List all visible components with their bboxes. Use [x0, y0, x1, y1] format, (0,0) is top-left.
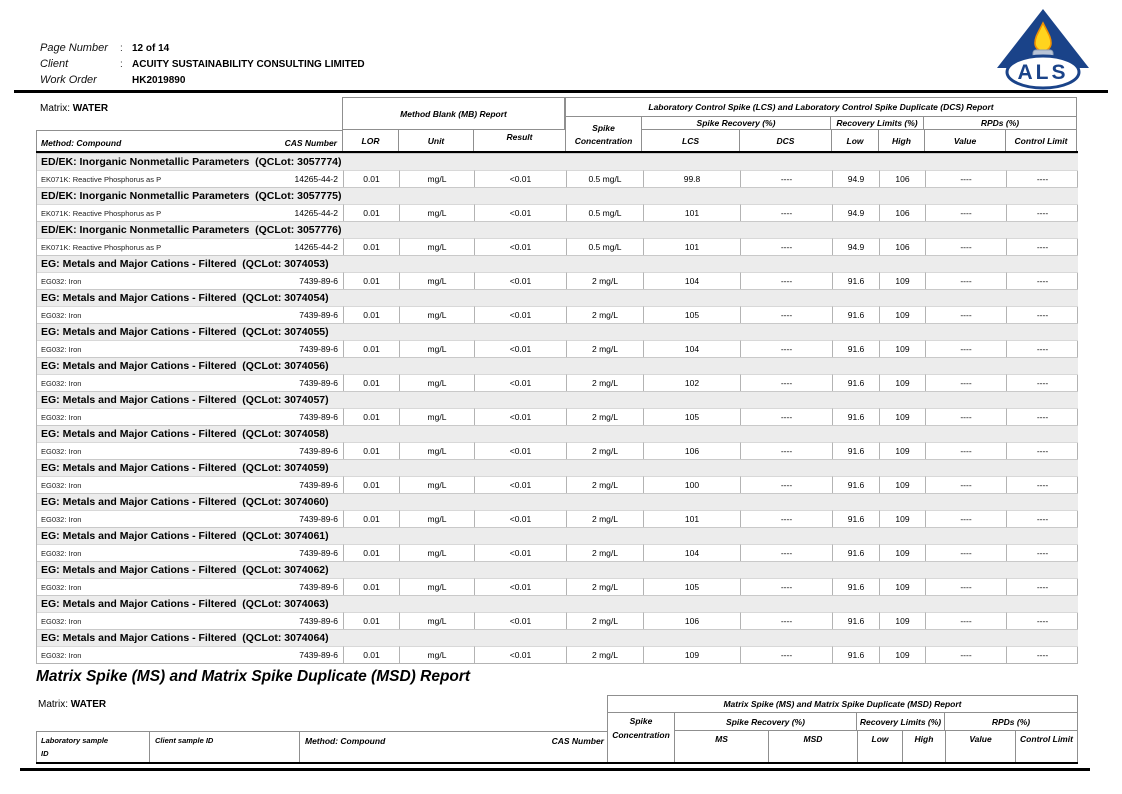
cell-control-limit: ---- [1006, 442, 1078, 459]
client-label: Client [40, 58, 69, 70]
cell-lor: 0.01 [343, 476, 399, 493]
cell-cas-number: 7439-89-6 [256, 442, 343, 459]
qc-group-band: EG: Metals and Major Cations - Filtered (QCLot: 3074057) [37, 391, 1078, 408]
cell-unit: mg/L [399, 272, 474, 289]
cell-low: 91.6 [832, 646, 879, 663]
cell-low: 91.6 [832, 544, 879, 561]
cell-high: 109 [879, 306, 925, 323]
cell-low: 91.6 [832, 510, 879, 527]
cell-control-limit: ---- [1006, 374, 1078, 391]
cell-low: 91.6 [832, 374, 879, 391]
separator: : [120, 42, 123, 54]
qc-group-band: ED/EK: Inorganic Nonmetallic Parameters (QCLot: 3057776) [37, 221, 1078, 238]
mb-report-header: Method Blank (MB) Report [342, 97, 565, 130]
msd-low-column-header: Low [857, 731, 902, 762]
qc-lcs-table [36, 97, 1078, 664]
cell-lor: 0.01 [343, 340, 399, 357]
cell-value: ---- [925, 578, 1006, 595]
cell-control-limit: ---- [1006, 578, 1078, 595]
cell-value: ---- [925, 476, 1006, 493]
qc-group-band: EG: Metals and Major Cations - Filtered (QCLot: 3074062) [37, 561, 1078, 578]
cell-compound: EG032: Iron [37, 408, 256, 425]
cell-control-limit: ---- [1006, 306, 1078, 323]
cell-result: <0.01 [474, 374, 566, 391]
cell-spike-concentration: 2 mg/L [566, 578, 643, 595]
cell-lor: 0.01 [343, 646, 399, 663]
cell-low: 91.6 [832, 272, 879, 289]
cell-unit: mg/L [399, 544, 474, 561]
cell-result: <0.01 [474, 510, 566, 527]
msd-high-column-header: High [902, 731, 945, 762]
cell-lor: 0.01 [343, 170, 399, 187]
cell-value: ---- [925, 646, 1006, 663]
cell-compound: EG032: Iron [37, 646, 256, 663]
work-order-label: Work Order [40, 74, 97, 86]
cell-cas-number: 7439-89-6 [256, 340, 343, 357]
cell-low: 91.6 [832, 612, 879, 629]
qc-group-band: EG: Metals and Major Cations - Filtered (QCLot: 3074054) [37, 289, 1078, 306]
cell-unit: mg/L [399, 442, 474, 459]
cell-lor: 0.01 [343, 578, 399, 595]
cell-value: ---- [925, 408, 1006, 425]
control-limit-column-header: Control Limit [1005, 130, 1077, 151]
cell-cas-number: 7439-89-6 [256, 544, 343, 561]
cell-lcs: 105 [643, 306, 740, 323]
lor-header: LOR [342, 130, 398, 151]
cell-cas-number: 7439-89-6 [256, 510, 343, 527]
msd-rpds-header: RPDs (%) [945, 713, 1078, 731]
cell-low: 91.6 [832, 306, 879, 323]
cell-lcs: 105 [643, 408, 740, 425]
cell-dcs: ---- [740, 306, 832, 323]
cell-control-limit: ---- [1006, 476, 1078, 493]
cell-high: 109 [879, 374, 925, 391]
cell-lcs: 99.8 [643, 170, 740, 187]
msd-spike-recovery-header: Spike Recovery (%) [675, 713, 857, 731]
unit-header: Unit [398, 130, 473, 151]
cell-dcs: ---- [740, 408, 832, 425]
cell-dcs: ---- [740, 510, 832, 527]
header-spacer [36, 97, 342, 130]
cell-lcs: 104 [643, 340, 740, 357]
cell-result: <0.01 [474, 544, 566, 561]
cell-spike-concentration: 0.5 mg/L [566, 204, 643, 221]
cell-lor: 0.01 [343, 204, 399, 221]
cell-lcs: 106 [643, 612, 740, 629]
cell-lcs: 101 [643, 510, 740, 527]
cell-compound: EG032: Iron [37, 374, 256, 391]
cell-cas-number: 14265-44-2 [256, 170, 343, 187]
cell-dcs: ---- [740, 340, 832, 357]
recovery-limits-header: Recovery Limits (%) [831, 117, 924, 130]
cell-compound: EG032: Iron [37, 272, 256, 289]
cell-lor: 0.01 [343, 442, 399, 459]
work-order-value: HK2019890 [132, 74, 186, 86]
cell-result: <0.01 [474, 646, 566, 663]
cell-control-limit: ---- [1006, 544, 1078, 561]
cell-compound: EK071K: Reactive Phosphorus as P [37, 238, 256, 255]
cell-low: 91.6 [832, 578, 879, 595]
cell-compound: EK071K: Reactive Phosphorus as P [37, 204, 256, 221]
msd-control-limit-column-header: Control Limit [1015, 731, 1078, 762]
cell-value: ---- [925, 340, 1006, 357]
cell-unit: mg/L [399, 238, 474, 255]
cell-control-limit: ---- [1006, 646, 1078, 663]
cell-dcs: ---- [740, 476, 832, 493]
cell-spike-concentration: 2 mg/L [566, 510, 643, 527]
cell-spike-concentration: 2 mg/L [566, 544, 643, 561]
qc-group-band: EG: Metals and Major Cations - Filtered (QCLot: 3074060) [37, 493, 1078, 510]
cell-dcs: ---- [740, 442, 832, 459]
spike-recovery-header: Spike Recovery (%) [642, 117, 831, 130]
cell-dcs: ---- [740, 170, 832, 187]
cell-dcs: ---- [740, 612, 832, 629]
msd-header-spacer [36, 695, 607, 731]
rpds-header: RPDs (%) [924, 117, 1077, 130]
cell-high: 109 [879, 442, 925, 459]
client-value: ACUITY SUSTAINABILITY CONSULTING LIMITED [132, 58, 365, 70]
qc-group-band: EG: Metals and Major Cations - Filtered (QCLot: 3074059) [37, 459, 1078, 476]
cell-result: <0.01 [474, 272, 566, 289]
cell-high: 109 [879, 612, 925, 629]
cell-control-limit: ---- [1006, 170, 1078, 187]
page-number-label: Page Number [40, 42, 108, 54]
cell-compound: EG032: Iron [37, 306, 256, 323]
cell-control-limit: ---- [1006, 510, 1078, 527]
cell-low: 91.6 [832, 476, 879, 493]
msd-recovery-limits-header: Recovery Limits (%) [857, 713, 945, 731]
cell-value: ---- [925, 374, 1006, 391]
cell-cas-number: 7439-89-6 [256, 646, 343, 663]
cell-control-limit: ---- [1006, 238, 1078, 255]
cell-result: <0.01 [474, 238, 566, 255]
msd-spike-concentration-header: Spike Concentration [607, 713, 675, 762]
msd-value-column-header: Value [945, 731, 1015, 762]
cell-unit: mg/L [399, 306, 474, 323]
work-order-row [40, 72, 365, 88]
qc-table-header [36, 97, 1078, 153]
cell-spike-concentration: 2 mg/L [566, 442, 643, 459]
cell-unit: mg/L [399, 408, 474, 425]
cell-lor: 0.01 [343, 510, 399, 527]
msd-table-header [36, 695, 1078, 764]
cell-control-limit: ---- [1006, 340, 1078, 357]
matrix-label-msd: Matrix: WATER [38, 699, 107, 710]
cell-cas-number: 14265-44-2 [256, 204, 343, 221]
cell-lcs: 109 [643, 646, 740, 663]
separator: : [120, 58, 123, 70]
qc-group-band: EG: Metals and Major Cations - Filtered (QCLot: 3074063) [37, 595, 1078, 612]
cell-spike-concentration: 0.5 mg/L [566, 238, 643, 255]
cell-high: 109 [879, 340, 925, 357]
lcs-column-header: LCS [682, 135, 699, 146]
cell-cas-number: 7439-89-6 [256, 612, 343, 629]
cell-compound: EK071K: Reactive Phosphorus as P [37, 170, 256, 187]
cell-unit: mg/L [399, 204, 474, 221]
qc-group-band: EG: Metals and Major Cations - Filtered (QCLot: 3074053) [37, 255, 1078, 272]
cell-high: 109 [879, 510, 925, 527]
qc-group-band: ED/EK: Inorganic Nonmetallic Parameters (QCLot: 3057775) [37, 187, 1078, 204]
cell-low: 94.9 [832, 170, 879, 187]
low-column-header: Low [831, 130, 878, 151]
page-number-row [40, 40, 365, 56]
cell-result: <0.01 [474, 204, 566, 221]
qc-group-band: ED/EK: Inorganic Nonmetallic Parameters (QCLot: 3057774) [37, 153, 1078, 170]
cell-value: ---- [925, 170, 1006, 187]
cell-spike-concentration: 2 mg/L [566, 646, 643, 663]
qc-group-band: EG: Metals and Major Cations - Filtered (QCLot: 3074058) [37, 425, 1078, 442]
cell-spike-concentration: 0.5 mg/L [566, 170, 643, 187]
cell-high: 109 [879, 578, 925, 595]
cell-lcs: 104 [643, 544, 740, 561]
client-sample-id-header: Client sample ID [150, 731, 300, 762]
cell-low: 91.6 [832, 340, 879, 357]
high-column-header: High [878, 130, 924, 151]
cell-cas-number: 7439-89-6 [256, 306, 343, 323]
cell-unit: mg/L [399, 578, 474, 595]
page-header [40, 40, 365, 88]
cell-lcs: 104 [643, 272, 740, 289]
cell-spike-concentration: 2 mg/L [566, 408, 643, 425]
cell-unit: mg/L [399, 374, 474, 391]
cell-lcs: 102 [643, 374, 740, 391]
qc-group-band: EG: Metals and Major Cations - Filtered (QCLot: 3074055) [37, 323, 1078, 340]
cell-control-limit: ---- [1006, 272, 1078, 289]
lab-sample-id-header: Laboratory sample ID [36, 731, 150, 762]
cell-value: ---- [925, 544, 1006, 561]
cell-low: 94.9 [832, 238, 879, 255]
cell-cas-number: 7439-89-6 [256, 374, 343, 391]
cell-spike-concentration: 2 mg/L [566, 340, 643, 357]
cell-lcs: 101 [643, 204, 740, 221]
cell-spike-concentration: 2 mg/L [566, 374, 643, 391]
cas-number-header: CAS Number [255, 130, 342, 151]
cell-value: ---- [925, 204, 1006, 221]
cell-result: <0.01 [474, 306, 566, 323]
client-row [40, 56, 365, 72]
cell-dcs: ---- [740, 374, 832, 391]
cell-unit: mg/L [399, 612, 474, 629]
cell-high: 109 [879, 408, 925, 425]
cell-value: ---- [925, 306, 1006, 323]
qc-group-band: EG: Metals and Major Cations - Filtered (QCLot: 3074064) [37, 629, 1078, 646]
cell-result: <0.01 [474, 612, 566, 629]
cell-result: <0.01 [474, 408, 566, 425]
msd-column-header: MSD [768, 731, 857, 762]
cell-lor: 0.01 [343, 612, 399, 629]
cell-result: <0.01 [474, 340, 566, 357]
cell-compound: EG032: Iron [37, 612, 256, 629]
cell-high: 109 [879, 544, 925, 561]
spike-concentration-header: Spike Concentration [565, 117, 642, 151]
dcs-column-header: DCS [739, 130, 831, 151]
cell-cas-number: 7439-89-6 [256, 578, 343, 595]
cell-lor: 0.01 [343, 238, 399, 255]
cell-spike-concentration: 2 mg/L [566, 612, 643, 629]
page-number-value: 12 of 14 [132, 42, 170, 54]
cell-spike-concentration: 2 mg/L [566, 272, 643, 289]
cell-control-limit: ---- [1006, 408, 1078, 425]
msd-method-compound-header: Method: Compound [300, 731, 480, 762]
cell-compound: EG032: Iron [37, 442, 256, 459]
cell-lor: 0.01 [343, 544, 399, 561]
msd-cas-number-header: CAS Number [480, 731, 607, 762]
cell-spike-concentration: 2 mg/L [566, 306, 643, 323]
cell-control-limit: ---- [1006, 612, 1078, 629]
matrix-label-lcs: Matrix: WATER [40, 103, 109, 114]
cell-high: 106 [879, 238, 925, 255]
cell-high: 106 [879, 170, 925, 187]
cell-result: <0.01 [474, 578, 566, 595]
cell-high: 109 [879, 646, 925, 663]
cell-dcs: ---- [740, 646, 832, 663]
cell-unit: mg/L [399, 170, 474, 187]
cell-cas-number: 7439-89-6 [256, 272, 343, 289]
cell-result: <0.01 [474, 170, 566, 187]
cell-low: 91.6 [832, 442, 879, 459]
cell-lcs: 105 [643, 578, 740, 595]
cell-value: ---- [925, 612, 1006, 629]
result-header: Result [473, 130, 565, 151]
msd-report-header: Matrix Spike (MS) and Matrix Spike Duplicate (MSD) Report [607, 695, 1078, 713]
cell-lcs: 101 [643, 238, 740, 255]
cell-result: <0.01 [474, 476, 566, 493]
cell-value: ---- [925, 510, 1006, 527]
qc-group-band: EG: Metals and Major Cations - Filtered (QCLot: 3074061) [37, 527, 1078, 544]
cell-lor: 0.01 [343, 374, 399, 391]
cell-spike-concentration: 2 mg/L [566, 476, 643, 493]
cell-compound: EG032: Iron [37, 578, 256, 595]
cell-compound: EG032: Iron [37, 510, 256, 527]
cell-compound: EG032: Iron [37, 476, 256, 493]
cell-lor: 0.01 [343, 408, 399, 425]
cell-dcs: ---- [740, 578, 832, 595]
cell-lor: 0.01 [343, 272, 399, 289]
cell-value: ---- [925, 272, 1006, 289]
cell-result: <0.01 [474, 442, 566, 459]
qc-group-band: EG: Metals and Major Cations - Filtered (QCLot: 3074056) [37, 357, 1078, 374]
cell-compound: EG032: Iron [37, 340, 256, 357]
cell-compound: EG032: Iron [37, 544, 256, 561]
cell-dcs: ---- [740, 238, 832, 255]
cell-dcs: ---- [740, 272, 832, 289]
cell-unit: mg/L [399, 646, 474, 663]
cell-value: ---- [925, 442, 1006, 459]
msd-section-title: Matrix Spike (MS) and Matrix Spike Duplicate (MSD) Report [36, 668, 471, 685]
cell-cas-number: 7439-89-6 [256, 408, 343, 425]
als-logo-icon [992, 6, 1094, 92]
cell-high: 109 [879, 272, 925, 289]
cell-control-limit: ---- [1006, 204, 1078, 221]
method-compound-header: Method: Compound [36, 130, 255, 151]
header-divider [14, 90, 1108, 93]
cell-lcs: 100 [643, 476, 740, 493]
cell-dcs: ---- [740, 204, 832, 221]
value-column-header: Value [924, 130, 1005, 151]
cell-dcs: ---- [740, 544, 832, 561]
qc-table-body [36, 153, 1078, 664]
cell-lcs: 106 [643, 442, 740, 459]
cell-unit: mg/L [399, 340, 474, 357]
cell-unit: mg/L [399, 476, 474, 493]
cell-value: ---- [925, 238, 1006, 255]
cell-low: 91.6 [832, 408, 879, 425]
cell-unit: mg/L [399, 510, 474, 527]
cell-cas-number: 14265-44-2 [256, 238, 343, 255]
cell-cas-number: 7439-89-6 [256, 476, 343, 493]
cell-lor: 0.01 [343, 306, 399, 323]
ms-column-header: MS [715, 734, 728, 744]
lcs-report-header: Laboratory Control Spike (LCS) and Laboratory Control Spike Duplicate (DCS) Report [565, 97, 1077, 117]
cell-high: 109 [879, 476, 925, 493]
cell-high: 106 [879, 204, 925, 221]
cell-low: 94.9 [832, 204, 879, 221]
footer-divider [20, 768, 1090, 771]
als-logo-text: ALS [1017, 61, 1069, 84]
